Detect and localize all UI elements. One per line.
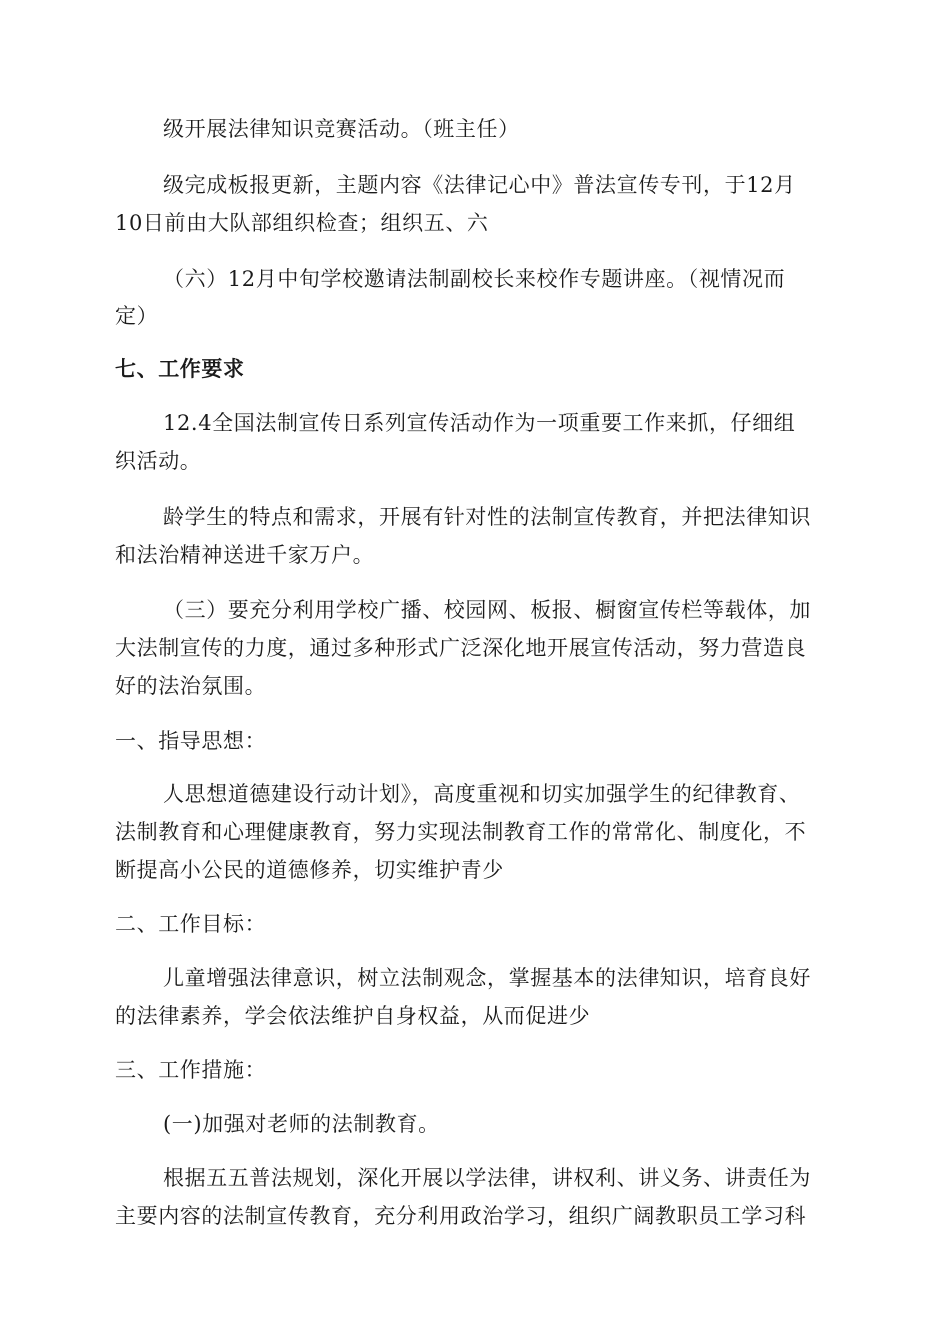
section-heading: 三、工作措施：: [115, 1058, 267, 1082]
paragraph-line: 级完成板报更新，主题内容《法律记心中》普法宣传专刊，于12月: [163, 173, 796, 197]
paragraph-line: 法制教育和心理健康教育，努力实现法制教育工作的常常化、制度化，不: [115, 820, 807, 844]
paragraph-line: 大法制宣传的力度，通过多种形式广泛深化地开展宣传活动，努力营造良: [115, 636, 807, 660]
paragraph-line: （六）12月中旬学校邀请法制副校长来校作专题讲座。（视情况而: [163, 267, 786, 291]
paragraph-line: 12.4全国法制宣传日系列宣传活动作为一项重要工作来抓，仔细组: [163, 411, 796, 435]
section-heading: 七、工作要求: [115, 356, 245, 381]
paragraph-line: 儿童增强法律意识，树立法制观念，掌握基本的法律知识，培育良好: [163, 966, 811, 990]
paragraph-line: 织活动。: [115, 449, 202, 473]
paragraph-line: 和法治精神送进千家万户。: [115, 543, 375, 567]
paragraph-line: 级开展法律知识竞赛活动。（班主任）: [163, 117, 520, 141]
subsection-heading: (一)加强对老师的法制教育。: [163, 1112, 440, 1136]
paragraph-line: 根据五五普法规划，深化开展以学法律，讲权利、讲义务、讲责任为: [163, 1166, 811, 1190]
section-heading: 二、工作目标：: [115, 912, 267, 936]
paragraph-line: 10日前由大队部组织检查；组织五、六: [115, 211, 489, 235]
paragraph-line: 好的法治氛围。: [115, 674, 267, 698]
paragraph-line: 断提高小公民的道德修养，切实维护青少: [115, 858, 504, 882]
paragraph-line: 定）: [115, 304, 159, 328]
paragraph-line: 龄学生的特点和需求，开展有针对性的法制宣传教育，并把法律知识: [163, 505, 811, 529]
section-heading: 一、指导思想：: [115, 729, 267, 753]
paragraph-line: 主要内容的法制宣传教育，充分利用政治学习，组织广阔教职员工学习科: [115, 1204, 807, 1228]
paragraph-line: （三）要充分利用学校广播、校园网、板报、橱窗宣传栏等载体，加: [163, 598, 811, 622]
paragraph-line: 人思想道德建设行动计划》，高度重视和切实加强学生的纪律教育、: [163, 782, 801, 806]
paragraph-line: 的法律素养，学会依法维护自身权益，从而促进少: [115, 1004, 591, 1028]
